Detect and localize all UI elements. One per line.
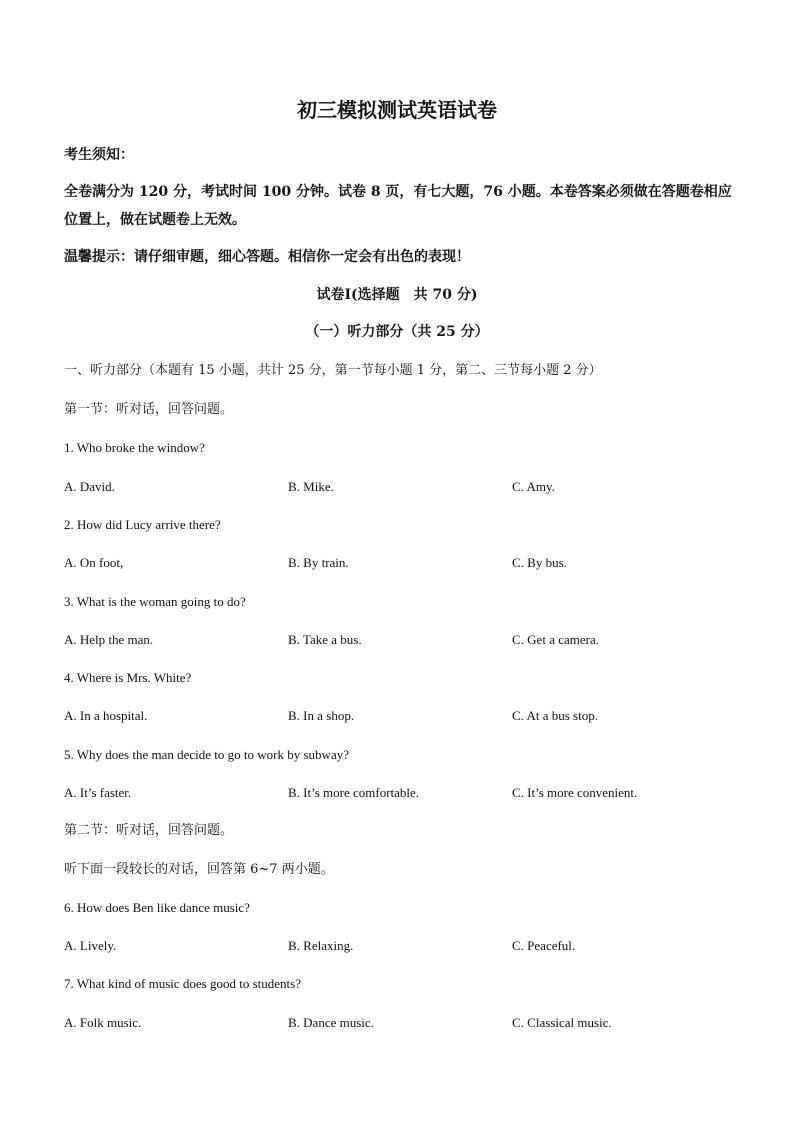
- section-intro: 一、听力部分（本题有 15 小题，共计 25 分，第一节每小题 1 分，第二、三节每小题 2 分）: [64, 363, 602, 378]
- question-3-option-b: B. Take a bus.: [288, 632, 362, 647]
- question-5-option-b: B. It’s more comfortable.: [288, 785, 420, 800]
- subsection-2-heading: 第二节：听对话，回答问题。: [64, 823, 234, 838]
- question-4-option-c: C. At a bus stop.: [512, 708, 598, 723]
- question-4-option-b: B. In a shop.: [288, 708, 355, 723]
- subsection-2-intro: 听下面一段较长的对话，回答第 6~7 两小题。: [64, 862, 334, 877]
- question-5: 5. Why does the man decide to go to work by subway?: [64, 747, 349, 762]
- part-title: （一）听力部分（共 25 分）: [305, 324, 489, 340]
- question-6-option-a: A. Lively.: [64, 938, 117, 953]
- question-4-option-a: A. In a hospital.: [64, 708, 148, 723]
- question-5-option-a: A. It’s faster.: [64, 785, 132, 800]
- question-3-option-a: A. Help the man.: [64, 632, 154, 647]
- subsection-1-heading: 第一节：听对话，回答问题。: [64, 402, 234, 417]
- question-2-option-c: C. By bus.: [512, 555, 567, 570]
- question-3-option-c: C. Get a camera.: [512, 632, 599, 647]
- notice-heading: 考生须知：: [64, 147, 134, 163]
- notice-tip: 温馨提示：请仔细审题，细心答题。相信你一定会有出色的表现！: [64, 249, 470, 265]
- question-3: 3. What is the woman going to do?: [64, 594, 246, 609]
- question-1-option-c: C. Amy.: [512, 479, 555, 494]
- question-2-option-a: A. On foot,: [64, 555, 124, 570]
- question-2-option-b: B. By train.: [288, 555, 349, 570]
- question-5-option-c: C. It’s more convenient.: [512, 785, 638, 800]
- question-6-option-c: C. Peaceful.: [512, 938, 576, 953]
- notice-body: 全卷满分为 120 分，考试时间 100 分钟。试卷 8 页，有七大题，76 小题。本卷答案必须做在答题卷相应位置上，做在试题卷上无效。: [64, 184, 732, 228]
- question-1-option-a: A. David.: [64, 479, 115, 494]
- question-1: 1. Who broke the window?: [64, 440, 205, 455]
- question-7-option-a: A. Folk music.: [64, 1015, 142, 1030]
- question-6-option-b: B. Relaxing.: [288, 938, 354, 953]
- question-4: 4. Where is Mrs. White?: [64, 670, 192, 685]
- question-6: 6. How does Ben like dance music?: [64, 900, 250, 915]
- question-2: 2. How did Lucy arrive there?: [64, 517, 221, 532]
- question-7-option-b: B. Dance music.: [288, 1015, 374, 1030]
- question-7-option-c: C. Classical music.: [512, 1015, 612, 1030]
- paper-title: 试卷Ⅰ(选择题 共 70 分): [316, 287, 478, 303]
- page-title: 初三模拟测试英语试卷: [297, 98, 497, 122]
- question-7: 7. What kind of music does good to students?: [64, 976, 301, 991]
- question-1-option-b: B. Mike.: [288, 479, 334, 494]
